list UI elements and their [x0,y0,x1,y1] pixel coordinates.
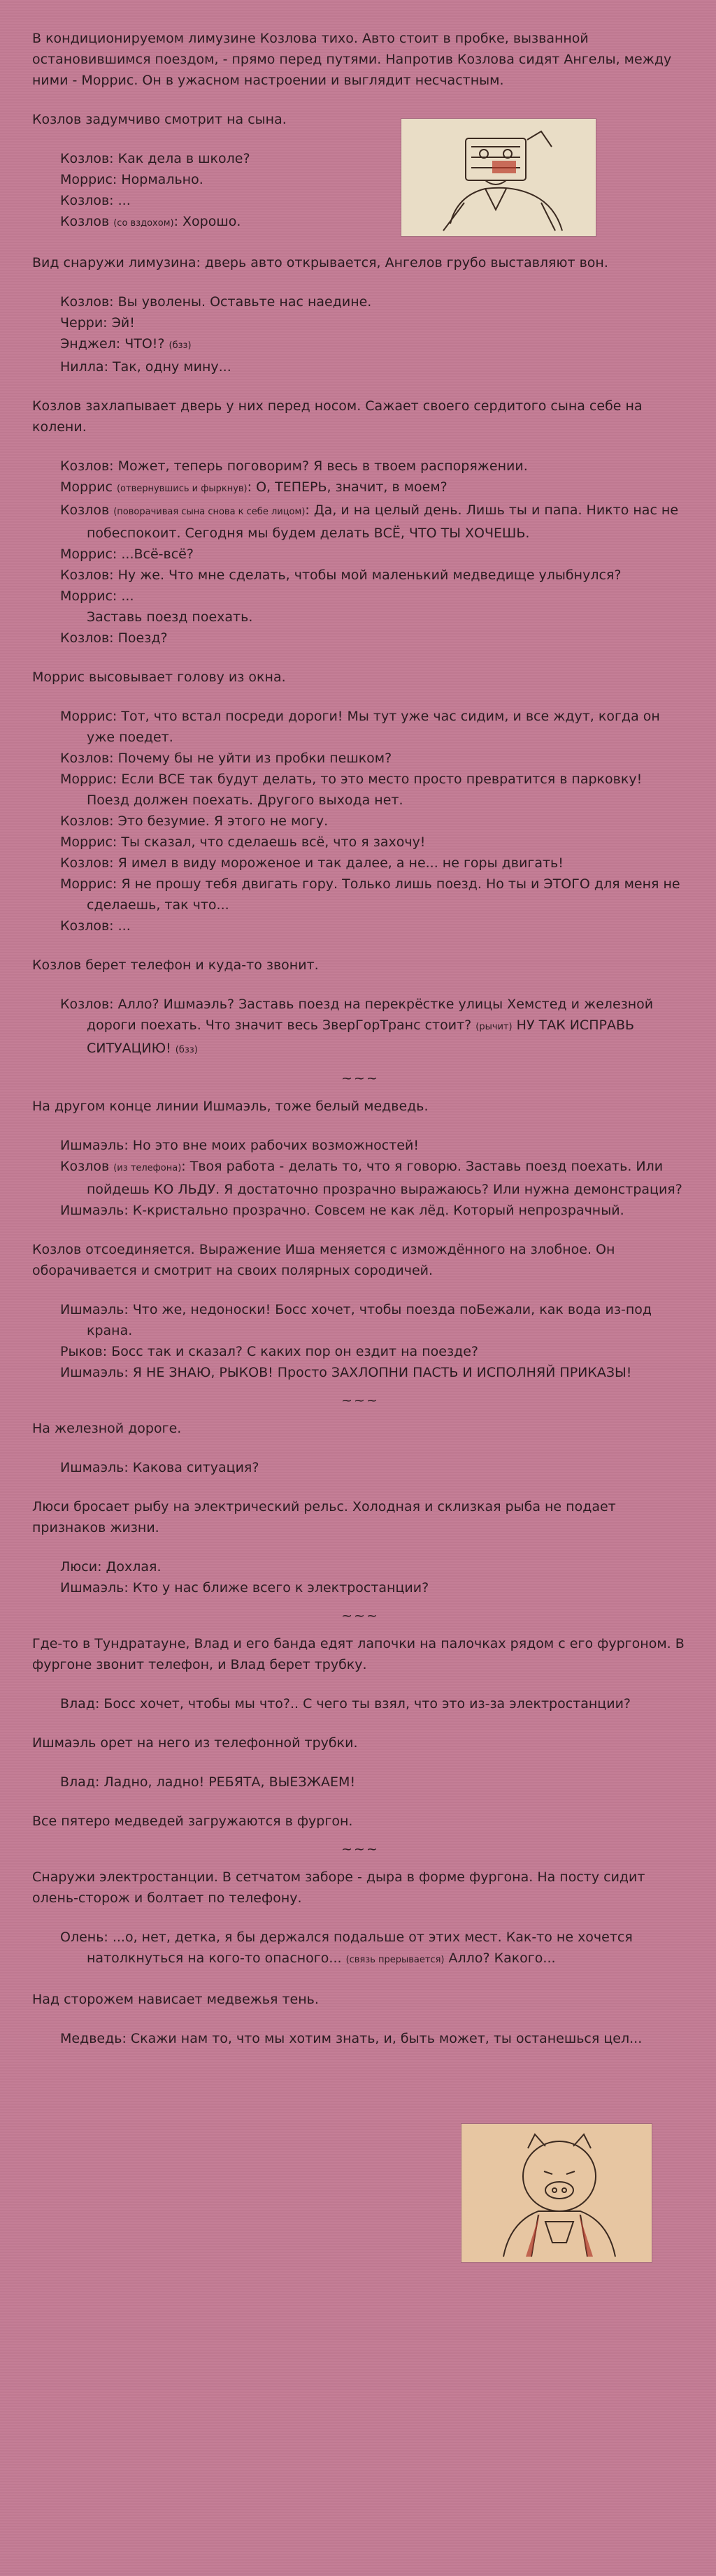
dialogue-text: Влад: Босс хочет, чтобы мы что?.. С чего ты взял, что это из-за электростанции? [60,1696,631,1712]
narration-paragraph: Над сторожем нависает медвежья тень. [32,1992,319,2007]
dialogue-text: Ишмаэль: Что же, недоноски! Босс хочет, чтобы поезда поБежали, как вода из-под крана. [60,1302,652,1338]
dialogue-line [60,1156,688,1200]
spacer [32,1909,688,1927]
dialogue-text: Рыков: Босс так и сказал? С каких пор он ездит на поезде? [60,1344,478,1359]
dialogue-line [60,607,688,628]
dialogue-text: Ишмаэль: К-кристально прозрачно. Совсем не как лёд. Который непрозрачный. [60,1203,624,1218]
narration-paragraph: На железной дороге. [32,1421,182,1436]
narration-paragraph: Все пятеро медведей загружаются в фургон. [32,1814,353,1829]
dialogue-line [60,456,688,477]
dialogue-line [60,1693,688,1714]
dialogue-text: Козлов [60,502,114,518]
dialogue-text: : Твоя работа - делать то, что я говорю. Заставь поезд поехать. Или пойдешь КО ЛЬДУ. Я достаточно прозрачно выражаюсь? Или нужна демонстрация? [87,1159,682,1197]
story-text [32,28,688,2049]
dialogue-line [60,916,688,936]
dialogue-line [60,1200,688,1221]
spacer [32,273,688,291]
dialogue-block [32,456,688,649]
spacer [32,1675,688,1693]
dialogue-line [60,1299,688,1341]
dialogue-text: Влад: Ладно, ладно! РЕБЯТА, ВЫЕЗЖАЕМ! [60,1774,356,1790]
dialogue-text: Ишмаэль: Но это вне моих рабочих возможностей! [60,1138,419,1153]
dialogue-line [60,356,688,377]
dialogue-text: Козлов: Как дела в школе? [60,151,250,166]
dialogue-line [60,586,688,607]
dialogue-text: Моррис [60,479,117,495]
stage-direction: (поворачивая сына снова к себе лицом) [113,507,306,517]
spacer [32,2010,688,2028]
dialogue-line [60,1135,688,1156]
scene-separator: ~~~ [341,1841,379,1857]
scene-separator: ~~~ [341,1393,379,1408]
dialogue-text: Нилла: Так, одну мину... [60,359,231,375]
dialogue-line [60,628,688,649]
spacer [32,437,688,456]
stage-direction: (отвернувшись и фыркнув) [116,484,248,494]
narration-paragraph: Где-то в Тундратауне, Влад и его банда едят лапочки на палочках рядом с его фургоном. В фургоне звонит телефон, и Влад берет трубку. [32,1636,685,1672]
sketch-bear-in-suit-icon [401,119,596,236]
narration-paragraph: Козлов захлапывает дверь у них перед носом. Сажает своего сердитого сына себе на колени. [32,398,643,435]
dialogue-block [32,1772,688,1793]
dialogue-line [60,706,688,748]
spacer [32,1793,688,1811]
dialogue-text: Козлов: ... [60,918,131,934]
dialogue-line [60,477,688,500]
dialogue-text: : О, ТЕПЕРЬ, значит, в моем? [247,479,448,495]
dialogue-block [32,1135,688,1221]
dialogue-text: Черри: Эй! [60,315,135,331]
dialogue-text: Алло? Какого... [444,1951,556,1966]
narration-paragraph: В кондиционируемом лимузине Козлова тихо. Авто стоит в пробке, вызванной остановившимся поездом, - прямо перед путями. Напротив Козлова сидят Ангелы, между ними - Моррис. Он в ужасном настроении и выглядит несчастным. [32,31,672,88]
narration-paragraph: Козлов берет телефон и куда-то звонит. [32,957,319,973]
dialogue-text: Козлов: Я имел в виду мороженое и так далее, а не... не горы двигать! [60,855,564,871]
dialogue-text: Моррис: ...Всё-всё? [60,547,194,562]
scene-separator: ~~~ [341,1071,379,1086]
dialogue-line [60,333,688,356]
dialogue-line [60,994,688,1061]
dialogue-text: Козлов: Это безумие. Я этого не могу. [60,813,329,829]
dialogue-text: : Да, и на целый день. Лишь ты и папа. Никто нас не побеспокоит. Сегодня мы будем делать ВСЁ, ЧТО ТЫ ХОЧЕШЬ. [87,502,679,541]
dialogue-text: Моррис: Ты сказал, что сделаешь всё, что я захочу! [60,834,426,850]
dialogue-text: Козлов: Может, теперь поговорим? Я весь в твоем распоряжении. [60,458,528,474]
spacer [32,1753,688,1772]
narration-paragraph: На другом конце линии Ишмаэль, тоже белый медведь. [32,1099,429,1114]
narration-paragraph: Козлов отсоединяется. Выражение Иша меняется с измождённого на злобное. Он оборачивается и смотрит на своих полярных сородичей. [32,1242,615,1278]
dialogue-line [60,1772,688,1793]
dialogue-text: НУ ТАК ИСПРАВЬ СИТУАЦИЮ! [87,1018,635,1056]
scene-separator: ~~~ [341,1608,379,1623]
dialogue-text: Козлов: Вы уволены. Оставьте нас наедине. [60,294,372,310]
dialogue-text: Козлов: Почему бы не уйти из пробки пешком? [60,751,392,766]
spacer [32,1714,688,1732]
narration-paragraph: Ишмаэль орет на него из телефонной трубки. [32,1735,358,1751]
dialogue-block [32,1457,688,1478]
spacer [32,688,688,706]
narration-paragraph: Снаружи электростанции. В сетчатом заборе - дыра в форме фургона. На посту сидит олень-сторож и болтает по телефону. [32,1869,645,1906]
spacer [32,377,688,396]
dialogue-block [32,1556,688,1598]
dialogue-text: Олень: ...о, нет, детка, я бы держался подальше от этих мест. Как-то не хочется натолкнуться на кого-то опасного... [60,1930,633,1966]
dialogue-text: : Хорошо. [173,214,241,229]
dialogue-line [60,1457,688,1478]
dialogue-text: Моррис: Тот, что встал посреди дороги! Мы тут уже час сидим, и все ждут, когда он уже поедет. [60,709,660,745]
dialogue-text: Ишмаэль: Кто у нас ближе всего к электростанции? [60,1580,429,1595]
dialogue-line [60,874,688,916]
dialogue-line [60,832,688,853]
dialogue-line [60,500,688,544]
spacer [32,649,688,667]
dialogue-block [32,1693,688,1714]
spacer [32,1538,688,1556]
dialogue-line [60,291,688,312]
dialogue-line [60,565,688,586]
dialogue-line [60,811,688,832]
dialogue-line [60,1362,688,1383]
dialogue-text: Люси: Дохлая. [60,1559,162,1575]
dialogue-text: Ишмаэль: Какова ситуация? [60,1460,259,1475]
stage-direction: (бзз) [169,340,192,351]
dialogue-line [60,312,688,333]
spacer [32,976,688,994]
stage-direction: (бзз) [175,1045,198,1055]
dialogue-block [32,1299,688,1383]
spacer [32,1281,688,1299]
spacer [32,234,688,252]
dialogue-text: Козлов [60,214,114,229]
dialogue-text: Моррис: Если ВСЕ так будут делать, то это место просто превратится в парковку! Поезд должен поехать. Другого выхода нет. [60,772,643,808]
dialogue-block [32,1927,688,1971]
dialogue-block [32,2028,688,2049]
dialogue-line [60,544,688,565]
dialogue-line [60,1927,688,1971]
spacer [32,1439,688,1457]
narration-paragraph: Козлов задумчиво смотрит на сына. [32,112,287,127]
stage-direction: (связь прерывается) [345,1955,445,1965]
dialogue-text: Энджел: ЧТО!? [60,336,169,352]
dialogue-line [60,1577,688,1598]
spacer [32,91,688,109]
dialogue-text: Моррис: Нормально. [60,172,203,187]
dialogue-text: Козлов: ... [60,193,131,208]
dialogue-text: Козлов: Ну же. Что мне сделать, чтобы мой маленький медведище улыбнулся? [60,567,622,583]
dialogue-text: Моррис: Я не прошу тебя двигать гору. Только лишь поезд. Но ты и ЭТОГО для меня не сделаешь, так что... [60,876,680,913]
dialogue-text: Ишмаэль: Я НЕ ЗНАЮ, РЫКОВ! Просто ЗАХЛОПНИ ПАСТЬ И ИСПОЛНЯЙ ПРИКАЗЫ! [60,1365,632,1380]
dialogue-line [60,2028,688,2049]
dialogue-text: Козлов [60,1159,114,1174]
dialogue-block [32,291,688,377]
sketch-pig-bear-icon [461,2124,652,2262]
dialogue-text: Медведь: Скажи нам то, что мы хотим знать, и, быть может, ты останешься цел... [60,2031,643,2046]
spacer [32,1971,688,1989]
dialogue-block [32,994,688,1061]
dialogue-block [32,706,688,936]
narration-paragraph: Вид снаружи лимузина: дверь авто открывается, Ангелов грубо выставляют вон. [32,255,608,270]
dialogue-line [60,748,688,769]
dialogue-text: Моррис: ... [60,588,134,604]
dialogue-line [60,769,688,811]
narration-paragraph: Люси бросает рыбу на электрический рельс. Холодная и склизкая рыба не подает признаков жизни. [32,1499,616,1535]
dialogue-line [60,1341,688,1362]
spacer [32,1478,688,1496]
narration-paragraph: Моррис высовывает голову из окна. [32,670,286,685]
spacer [32,1117,688,1135]
dialogue-text: Заставь поезд поехать. [87,609,253,625]
stage-direction: (со вздохом) [113,218,174,229]
dialogue-line [60,853,688,874]
spacer [32,936,688,955]
stage-direction: (из телефона) [113,1163,182,1173]
dialogue-text: Козлов: Поезд? [60,630,168,646]
dialogue-text: Козлов: Алло? Ишмаэль? Заставь поезд на перекрёстке улицы Хемстед и железной дороги поехать. Что значит весь ЗверГорТранс стоит? [60,997,654,1033]
spacer [32,1221,688,1239]
dialogue-line [60,1556,688,1577]
stage-direction: (рычит) [475,1022,513,1032]
